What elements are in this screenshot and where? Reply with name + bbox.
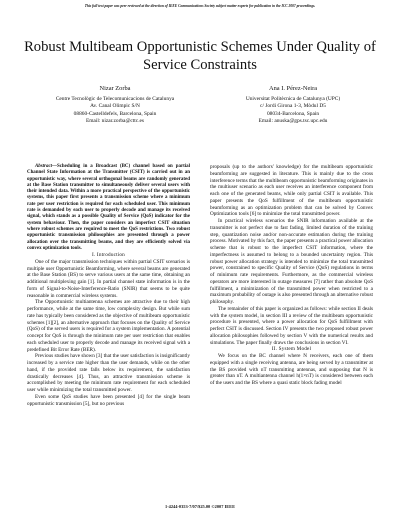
- right-column: [210, 164, 373, 387]
- author-affiliation: Centre Tecnològic de Telecomunicacions de Catalunya: [55, 96, 175, 103]
- body-paragraph: proposals (up to the authors' knowledge) for the multibeam opportunistic beamforming are suggested in literature. This is mainly due to the cross interference terms that the multibeam opportunistic beamforming originates in the multiuser scenario as each user receives an interference component from each one of the generated beams, while only partial CSIT is available. This paper presents the QoS fulfillment of the multibeam opportunistic beamforming as an optimization problem that can be solved by Convex Optimization tools [6] to minimize the total transmitted power.: [210, 164, 373, 218]
- author-address: c/ Jordi Girona 1-3, Mòdul D5: [260, 103, 326, 110]
- author-name: Nizar Zorba: [99, 85, 131, 92]
- author-email: Email: nizar.zorba@cttc.es: [85, 117, 145, 124]
- paper-title: Robust Multibeam Opportunistic Schemes Under Quality of Service Constraints: [24, 39, 376, 73]
- body-paragraph: In practical wireless scenarios the SNIR information available at the transmitter is not perfect due to fast fading, limited duration of the training step, quantization noise and/or non-accurate estimation during the training process. Motivated by this fact, the paper presents a practical power allocation scheme that is robust to the imperfect CSIT information, where the imperfectness is assumed to belong to a bounded uncertainty region. This robust power allocation strategy is intended to minimize the total transmitted power, constrained to specific Quality of Service (QoS) regulations in terms of minimum rate requirements. Furthermore, as the commercial wireless operators are more interested in outage measures [7] rather than absolute QoS fulfillment, a minimization of the transmitted power when restricted to a maximum probability of outage is also presented through an alternative robust philosophy.: [210, 218, 373, 305]
- author-address: Av. Canal Olimpic S/N: [90, 103, 140, 110]
- section-heading-introduction: I. Introduction: [92, 252, 125, 259]
- author-affiliation: Universitat Politècnica de Catalunya (UPC): [245, 96, 341, 103]
- author-block-2: [208, 85, 378, 125]
- review-banner: This full text paper was peer reviewed at the direction of IEEE Communications Society subject matter experts for publication in the ICC 2007 proceedings.: [84, 4, 316, 8]
- body-paragraph: Previous studies have shown [3] that the user satisfaction is insignificantly increased by a service rate higher than the user demands, while on the other hand, if the provided rate falls below its requirement, the satisfaction drastically decreases [4]. Thus, an attractive transmission scheme is accomplished by meeting the minimum rate requirement for each scheduled user while minimizing the total transmitted power.: [27, 353, 190, 394]
- body-paragraph: One of the major transmission techniques within partial CSIT scenarios is multiple user Opportunistic Beamforming, where several beams are generated at the Base Station (BS) to serve various users at the same time, obtaining an additional multiplexing gain [1]. In partial channel state information is in the form of Signal-to-Noise-Interference-Ratio (SNIR) that seems to be quite reasonable in commercial wireless systems.: [27, 258, 190, 299]
- author-name: Ana I. Pérez-Neira: [268, 85, 318, 92]
- abstract-text: —Scheduling in a Broadcast (BC) channel based on partial Channel State Information at the Transmitter (CSIT) is carried out in an opportunistic way, where several orthogonal beams are randomly generated at the Base Station transmitter to simultaneously deliver several users with their intended data. Within a more practical perspective of the opportunistic systems, this paper first presents a transmission scheme where a minimum rate per user restriction is required for each scheduled user. This minimum rate is demanded by each user to properly decode and manage its received signal, which stands as a possible Quality of Service (QoS) indicator for the system behaviour. Then, the paper considers an imperfect CSIT situation where robust schemes are required to meet the QoS restrictions. Two robust opportunistic transmission philosophies are presented through a power allocation over the transmitting beams, and they are efficiently solved via convex optimization tools.: [27, 164, 190, 251]
- author-email: Email: anuska@gps.tsc.upc.edu: [258, 117, 328, 124]
- author-block-1: [30, 85, 200, 125]
- body-paragraph: The remainder of this paper is organized as follows: while section II deals with the system model, in section III a review of the multibeam opportunistic procedure is presented, where a power allocation for QoS fulfillment with perfect CSIT is discussed. Section IV presents the two proposed robust power allocation philosophies followed by section V with the numerical results and simulations. The paper finally draws the conclusions in section VI.: [210, 305, 373, 346]
- abstract: [27, 164, 190, 252]
- copyright-footer: 1-4244-0353-7/07/$25.00 ©2007 IEEE: [165, 504, 235, 509]
- abstract-label: Abstract: [35, 164, 53, 169]
- author-city: 08034-Barcelona, Spain: [266, 110, 320, 117]
- body-paragraph: The Opportunistic multiantenna schemes are attractive due to their high performance, while at the same time, low complexity design. But while sum rate has typically been considered as the objective of multibeam opportunistic schemes [1][2], an alternative approach that focuses on the Quality of Service (QoS) of the served users is required for a system implementation. A potential concept for QoS is through the minimum rate per user restriction that enables each scheduled user to properly decode and manage its received signal with a predefined Bit Error Rate (BER).: [27, 299, 190, 353]
- body-paragraph: We focus on the BC channel where N receivers, each one of them equipped with a single receiving antenna, are being served by a transmitter at the BS provided with nT transmitting antennas, and supposing that N is greater than nT. A multiantenna channel h(1×nT) is considered between each of the users and the BS where a quasi static block fading model: [210, 353, 373, 386]
- left-column: [27, 164, 190, 407]
- section-heading-system-model: II. System Model: [271, 346, 312, 353]
- author-city: 08860-Castelldefels, Barcelona, Spain: [73, 110, 157, 117]
- body-paragraph: Even some QoS studies have been presented [4] for the single beam opportunistic transmission [5], but no previous: [27, 393, 190, 407]
